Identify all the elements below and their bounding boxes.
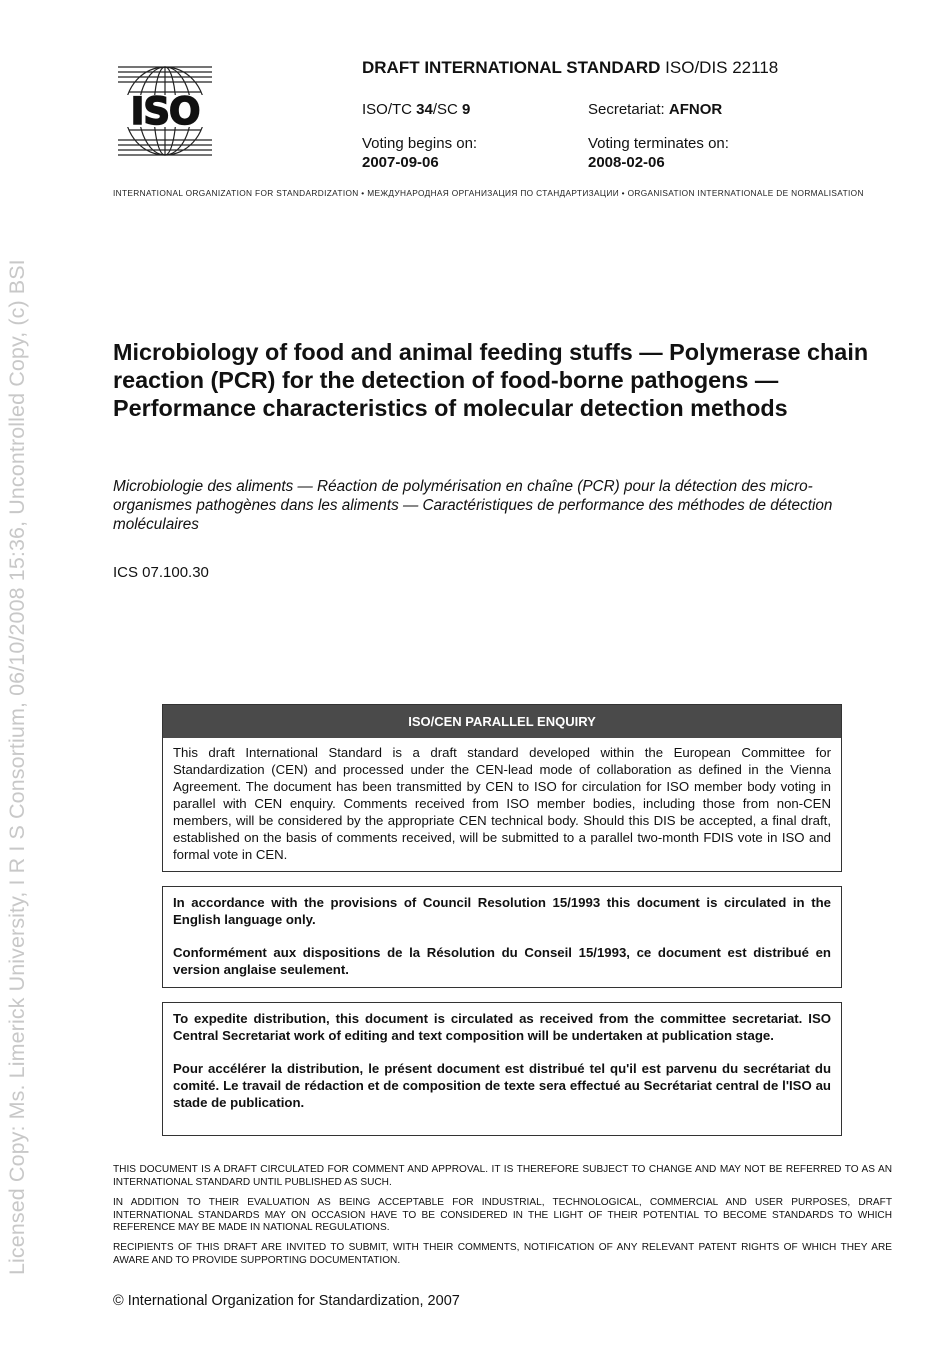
license-watermark: Licensed Copy: Ms. Limerick University, I R I S Consortium, 06/10/2008 15:36, Uncontrolled Copy, (c) BSI — [5, 259, 29, 1275]
doc-number: ISO/DIS 22118 — [665, 58, 779, 77]
parallel-enquiry-text: This draft International Standard is a draft standard developed within the European Committee for Standardization (CEN) and processed under the CEN-lead mode of collaboration as defined in the Vienna Agreement. The document has been transmitted by CEN to ISO for circulation for ISO member body voting in parallel with CEN enquiry. Comments received from ISO member bodies, including those from non-CEN members, will be considered by the appropriate CEN technical body. Should this DIS be accepted, a final draft, established on the basis of comments received, will be submitted to a parallel two-month FDIS vote in ISO and formal vote in CEN. — [173, 745, 831, 862]
language-notice-en: In accordance with the provisions of Council Resolution 15/1993 this document is circulated in the English language only. — [173, 895, 831, 927]
document-title-french: Microbiologie des aliments — Réaction de polymérisation en chaîne (PCR) pour la détection des micro-organismes pathogènes dans les aliments — Caractéristiques de performance des méthodes de détection moléculaires — [113, 478, 833, 533]
distribution-notice-fr: Pour accélérer la distribution, le présent document est distribué tel qu'il est parvenu du secrétariat du comité. Le travail de rédaction et de composition de texte sera effectué au Secrétariat central de l'ISO au stade de publication. — [173, 1061, 831, 1110]
svg-text:ISO: ISO — [130, 90, 200, 133]
voting-ends-label: Voting terminates on: — [588, 135, 729, 152]
legal-notice-draft: THIS DOCUMENT IS A DRAFT CIRCULATED FOR COMMENT AND APPROVAL. IT IS THEREFORE SUBJECT TO CHANGE AND MAY NOT BE REFERRED TO AS AN INTERNATIONAL STANDARD UNTIL PUBLISHED AS SUCH. — [113, 1164, 892, 1188]
language-notice-fr: Conformément aux dispositions de la Résolution du Conseil 15/1993, ce document est distribué en version anglaise seulement. — [173, 945, 831, 977]
iso-logo — [115, 62, 215, 160]
document-type-heading — [362, 58, 778, 78]
legal-notice-evaluation: IN ADDITION TO THEIR EVALUATION AS BEING ACCEPTABLE FOR INDUSTRIAL, TECHNOLOGICAL, COMMERCIAL AND USER PURPOSES, DRAFT INTERNATIONAL STANDARDS MAY ON OCCASION HAVE TO BE CONSIDERED IN THE LIGHT OF THEIR POTENTIAL TO BECOME STANDARDS TO WHICH REFERENCE MAY BE MADE IN NATIONAL REGULATIONS. — [113, 1197, 892, 1233]
organization-names-line: INTERNATIONAL ORGANIZATION FOR STANDARDIZATION • МЕЖДУНАРОДНАЯ ОРГАНИЗАЦИЯ ПО СТАНДАРТИЗАЦИИ • ORGANISATION INTERNATIONALE DE NORMALISATION — [113, 188, 864, 198]
distribution-notice-en: To expedite distribution, this document is circulated as received from the committee secretariat. ISO Central Secretariat work of editing and text composition will be undertaken at publication stage. — [173, 1011, 831, 1043]
copyright-notice: © International Organization for Standardization, 2007 — [113, 1293, 460, 1309]
document-title: Microbiology of food and animal feeding stuffs — Polymerase chain reaction (PCR) for the detection of food-borne pathogens — Performance characteristics of molecular detection methods — [113, 339, 869, 421]
voting-begins-date: 2007-09-06 — [362, 154, 439, 171]
ics-code: ICS 07.100.30 — [113, 564, 209, 581]
iso-globe-logo-icon — [115, 62, 215, 160]
language-notice-box — [162, 886, 842, 988]
voting-begins-label: Voting begins on: — [362, 135, 478, 152]
distribution-notice-box — [162, 1002, 842, 1136]
voting-ends-date: 2008-02-06 — [588, 154, 665, 171]
committee-reference: ISO/TC 34/SC 9 — [362, 101, 471, 118]
parallel-enquiry-box — [162, 704, 842, 872]
parallel-enquiry-heading: ISO/CEN PARALLEL ENQUIRY — [163, 705, 841, 738]
doc-type: DRAFT INTERNATIONAL STANDARD — [362, 58, 661, 77]
legal-notice-patents: RECIPIENTS OF THIS DRAFT ARE INVITED TO SUBMIT, WITH THEIR COMMENTS, NOTIFICATION OF ANY RELEVANT PATENT RIGHTS OF WHICH THEY ARE AWARE AND TO PROVIDE SUPPORTING DOCUMENTATION. — [113, 1242, 892, 1266]
secretariat: Secretariat: AFNOR — [588, 101, 723, 118]
